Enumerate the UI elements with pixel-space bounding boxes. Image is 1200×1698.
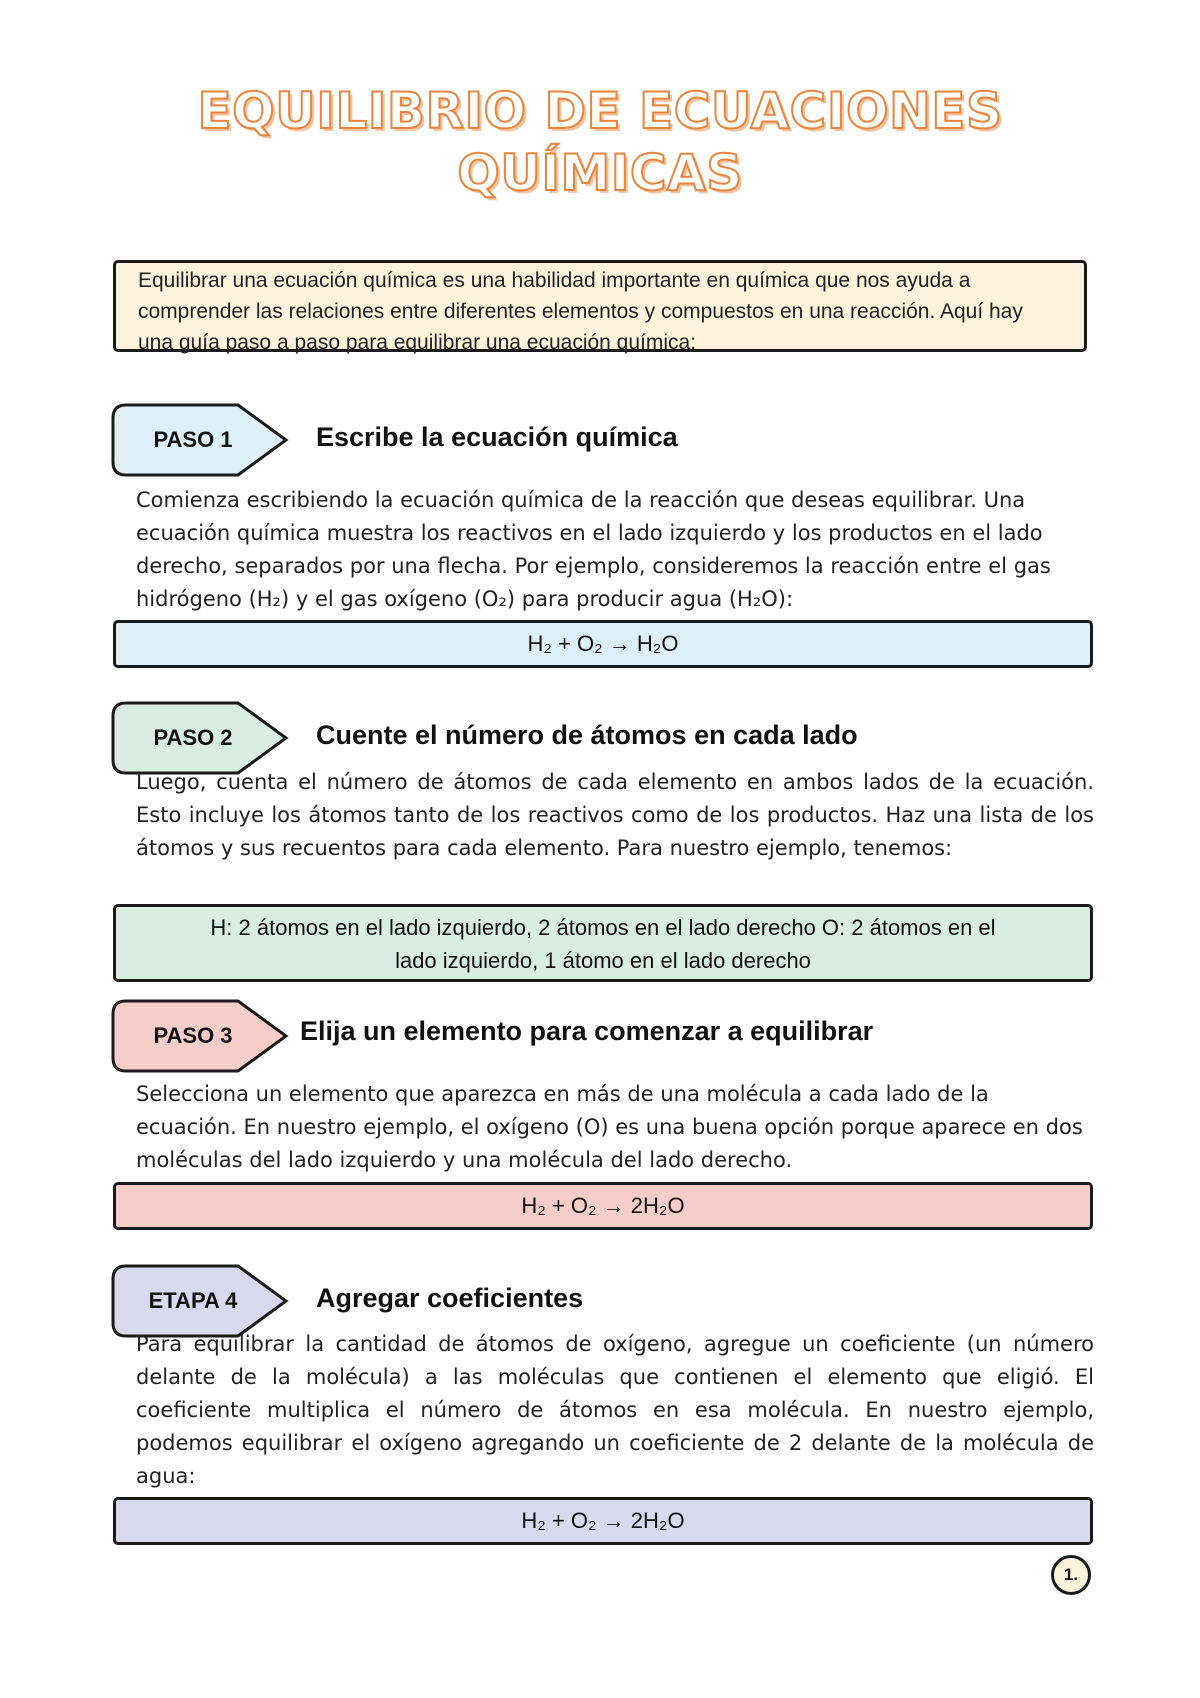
step-3-badge <box>110 998 296 1074</box>
page-title-line-1: EQUILIBRIO DE ECUACIONES <box>197 82 1003 140</box>
step-2-heading: Cuente el número de átomos en cada lado <box>316 720 858 750</box>
step-3-equation: H₂ + O₂ → 2H₂O <box>521 1193 685 1218</box>
step-3-badge-label: PASO 3 <box>153 1023 233 1048</box>
step-1-paragraph: Comienza escribiendo la ecuación química de la reacción que deseas equilibrar. Una ecuación química muestra los reactivos en el lado izquierdo y los productos en el lado derecho, separados por una flecha. Por ejemplo, consideremos la reacción entre el gas hidrógeno (H₂) y el gas oxígeno (O₂) para producir agua (H₂O): <box>136 488 1051 611</box>
step-2-paragraph: Luego, cuenta el número de átomos de cada elemento en ambos lados de la ecuación. Esto incluye los átomos tanto de los reactivos como de los productos. Haz una lista de los átomos y sus recuentos para cada elemento. Para nuestro ejemplo, tenemos: <box>136 770 1094 860</box>
page-number: 1. <box>1051 1555 1091 1595</box>
page-title <box>0 80 1200 204</box>
step-4-heading: Agregar coeficientes <box>316 1283 584 1313</box>
step-1-equation-box <box>113 620 1093 668</box>
step-1-badge-label: PASO 1 <box>153 427 233 452</box>
step-4-badge-label: ETAPA 4 <box>148 1288 238 1313</box>
step-4-paragraph: Para equilibrar la cantidad de átomos de oxígeno, agregue un coeficiente (un número delante de la molécula) a las moléculas que contienen el elemento que eligió. El coeficiente multiplica el número de átomos en esa molécula. En nuestro ejemplo, podemos equilibrar el oxígeno agregando un coeficiente de 2 delante de la molécula de agua: <box>136 1332 1094 1488</box>
step-3-equation-box <box>113 1182 1093 1230</box>
step-3-paragraph: Selecciona un elemento que aparezca en más de una molécula a cada lado de la ecuación. En nuestro ejemplo, el oxígeno (O) es una buena opción porque aparece en dos moléculas del lado izquierdo y una molécula del lado derecho. <box>136 1082 1083 1172</box>
step-1-badge <box>110 402 296 478</box>
intro-box: Equilibrar una ecuación química es una habilidad importante en química que nos ayuda a comprender las relaciones entre diferentes elementos y compuestos en una reacción. Aquí hay una guía paso a paso para equilibrar una ecuación química: <box>113 260 1087 352</box>
step-4-equation-box <box>113 1497 1093 1545</box>
step-2-count-box <box>113 904 1093 982</box>
step-4-equation: H₂ + O₂ → 2H₂O <box>521 1508 685 1533</box>
step-1-heading: Escribe la ecuación química <box>316 422 678 452</box>
step-2-badge-label: PASO 2 <box>153 725 233 750</box>
page-title-line-2: QUÍMICAS <box>457 144 743 202</box>
step-3-heading: Elija un elemento para comenzar a equilibrar <box>300 1016 874 1046</box>
step-2-count-text: H: 2 átomos en el lado izquierdo, 2 átomos en el lado derecho O: 2 átomos en el lado izquierdo, 1 átomo en el lado derecho <box>210 915 996 973</box>
step-1-equation: H₂ + O₂ → H₂O <box>527 631 679 656</box>
step-2-badge <box>110 700 296 776</box>
